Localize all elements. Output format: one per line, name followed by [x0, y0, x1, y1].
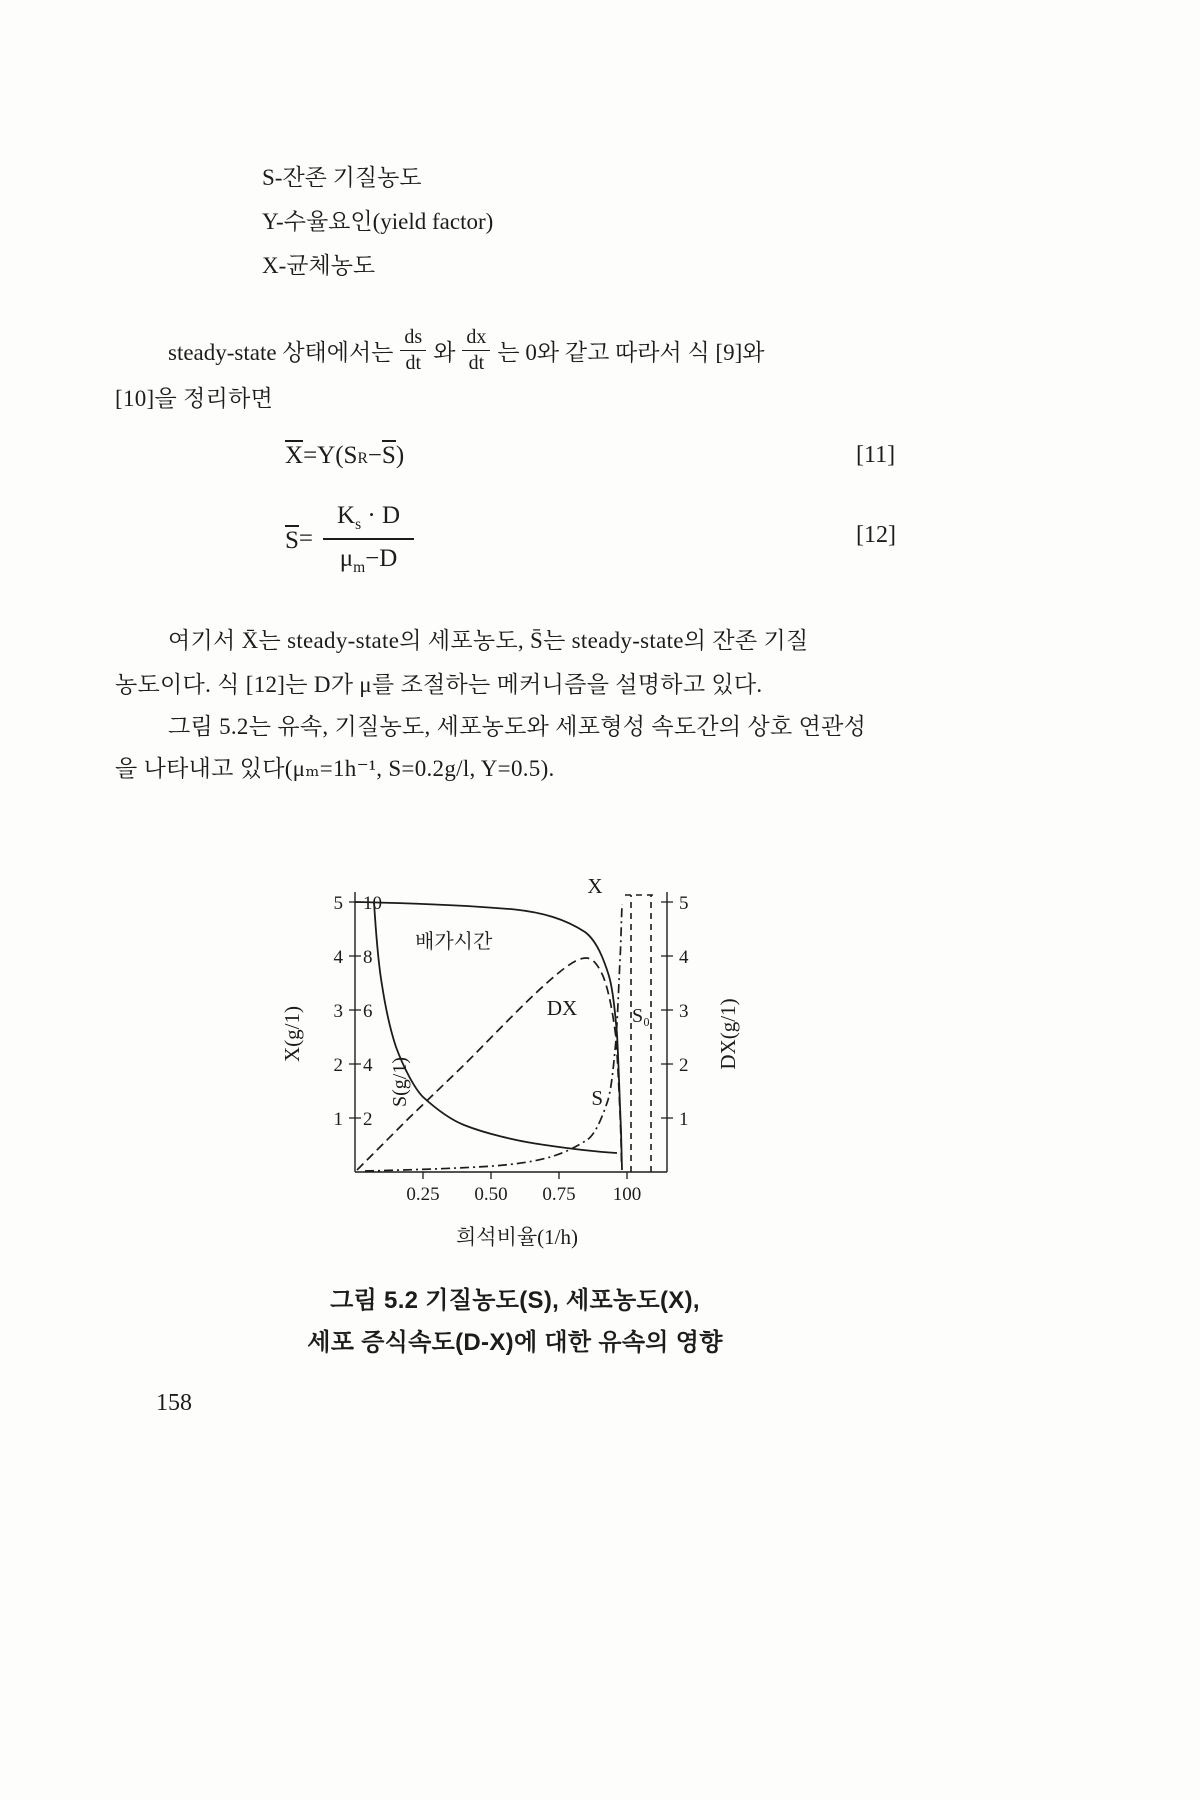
left-inner-tick-2: 2 [363, 1109, 373, 1130]
paragraph-steady-state-line2: [10]을 정리하면 [115, 386, 274, 411]
s0-label: S₀ [631, 1005, 651, 1027]
para1-lead: steady-state 상태에서는 [168, 340, 394, 365]
x-tick-050: 0.50 [474, 1184, 508, 1205]
definition-item-x: X-균체농도 [262, 253, 376, 278]
x-tick-075: 0.75 [542, 1184, 576, 1205]
paragraph2-line3: 그림 5.2는 유속, 기질농도, 세포농도와 세포형성 속도간의 상호 연관성 [168, 714, 867, 739]
page-number: 158 [156, 1390, 192, 1416]
eq11-subscript: R [357, 450, 368, 467]
inner-axis-label: S(g/1) [389, 1057, 411, 1107]
x-curve-label: X [587, 874, 603, 898]
para1-conj: 와 [433, 340, 456, 365]
definition-item-y: Y-수율요인(yield factor) [262, 209, 494, 234]
left-outer-tick-4: 4 [333, 947, 343, 968]
eq12-fraction [323, 500, 414, 578]
left-axis-label: X(g/1) [280, 1006, 304, 1062]
equation-11-number: [11] [856, 442, 896, 468]
left-inner-tick-10: 10 [363, 893, 382, 914]
figure-chart [265, 862, 765, 1262]
equation-12 [285, 500, 414, 578]
x-tick-100: 100 [612, 1184, 642, 1205]
eq12-denominator: $\mu_m-D$ [339, 545, 398, 577]
eq11-close: ) [395, 442, 405, 469]
figure-caption [280, 1280, 750, 1364]
x-tick-marks [423, 1172, 627, 1179]
fraction-ds-dt [400, 326, 426, 375]
xbar-symbol: X [285, 442, 304, 469]
figure-5-2 [265, 862, 765, 1267]
paragraph2-line2: 농도이다. 식 [12]는 D가 μ를 조절하는 메커니즘을 설명하고 있다. [115, 672, 763, 697]
right-tick-2: 2 [679, 1055, 689, 1076]
right-tick-5: 5 [679, 893, 689, 914]
right-tick-1: 1 [679, 1109, 689, 1130]
left-inner-tick-8: 8 [363, 947, 373, 968]
substrate-curve [365, 904, 622, 1171]
right-tick-3: 3 [679, 1001, 689, 1022]
definition-item-s: S-잔존 기질농도 [262, 165, 422, 190]
doubling-time-curve [374, 902, 617, 1153]
eq12-equals: = [298, 525, 314, 553]
paragraph-steady-state [168, 326, 764, 375]
fraction-denominator: dt [405, 352, 422, 374]
fraction-dx-dt [462, 326, 490, 375]
figure-caption-line1: 그림 5.2 기질농도(S), 세포농도(X), [330, 1287, 700, 1314]
eq11-body: =Y(S [303, 442, 358, 469]
left-outer-tick-2: 2 [333, 1055, 343, 1076]
eq12-numerator: $K_s \cdot D$ [323, 500, 414, 540]
fraction-numerator: dx [462, 326, 490, 351]
left-outer-tick-5: 5 [333, 893, 343, 914]
sbar-symbol: S [381, 442, 396, 469]
eq11-minus: − [367, 442, 382, 469]
x-tick-025: 0.25 [406, 1184, 440, 1205]
equation-12-number: [12] [856, 522, 896, 548]
sbar-symbol: S [285, 526, 299, 554]
definition-list [262, 156, 493, 288]
left-inner-tick-4: 4 [363, 1055, 373, 1076]
left-outer-tick-1: 1 [333, 1109, 343, 1130]
fraction-denominator: dt [468, 352, 485, 374]
left-outer-tick-3: 3 [333, 1001, 343, 1022]
paragraph2-line4: 을 나타내고 있다(μₘ=1h⁻¹, S=0.2g/l, Y=0.5). [115, 756, 555, 781]
paragraph2-line1: 여기서 X̄는 steady-state의 세포농도, S̄는 steady-state의 잔존 기질 [168, 628, 809, 653]
figure-caption-line2: 세포 증식속도(D-X)에 대한 유속의 영향 [307, 1329, 723, 1356]
dx-curve-label: DX [546, 996, 578, 1020]
doubling-time-label: 배가시간 [415, 931, 493, 953]
equation-11 [285, 440, 404, 470]
s-curve-label: S [591, 1086, 603, 1110]
right-tick-4: 4 [679, 947, 689, 968]
left-inner-tick-6: 6 [363, 1001, 373, 1022]
x-axis-title: 희석비율(1/h) [456, 1225, 578, 1249]
fraction-numerator: ds [400, 326, 426, 351]
right-axis-label: DX(g/1) [716, 998, 740, 1070]
para1-rest: 는 0와 같고 따라서 식 [9]와 [497, 340, 765, 365]
